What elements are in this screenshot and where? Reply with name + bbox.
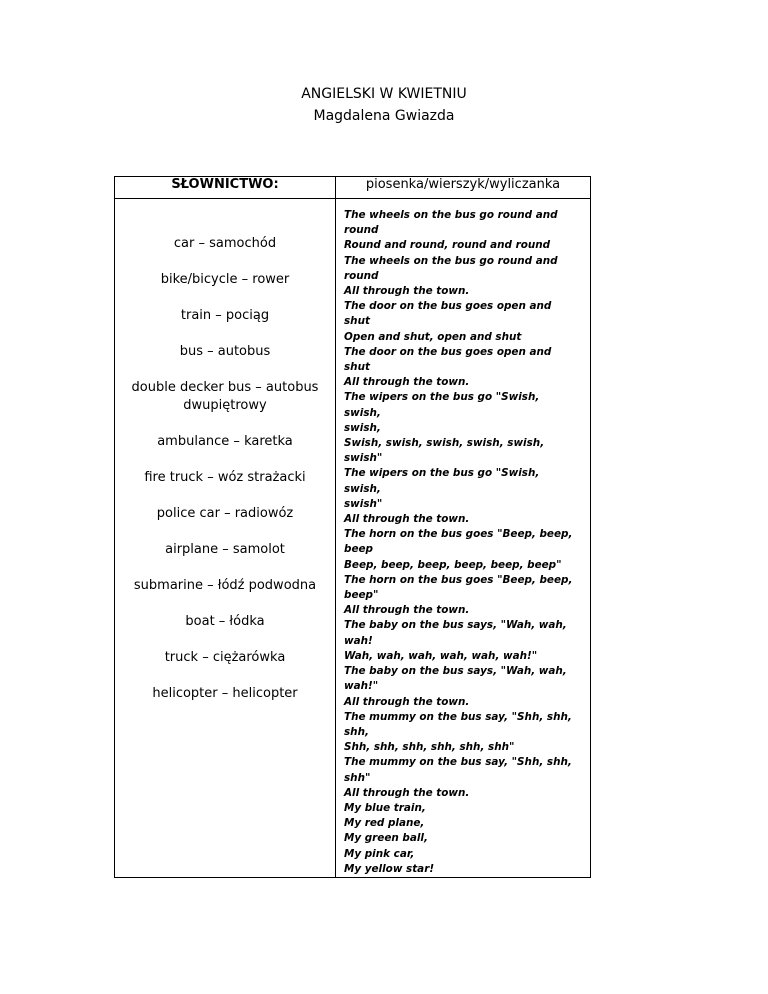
song-line: The door on the bus goes open and shut: [344, 345, 552, 374]
song-line: The baby on the bus says, "Wah, wah,: [344, 665, 567, 678]
poem-verse: [344, 801, 578, 877]
song-line: The wipers on the bus go "Swish, swish,: [344, 467, 540, 495]
song-line: wah!": [344, 680, 379, 693]
vocabulary-item: truck – ciężarówka: [164, 650, 286, 665]
song-line: The baby on the bus says, "Wah, wah,: [344, 619, 567, 632]
table-body-row: [115, 199, 591, 878]
vocabulary-list: [115, 199, 335, 703]
song-cell: [336, 199, 591, 878]
song-line: The mummy on the bus say, "Shh, shh,: [344, 710, 572, 723]
vocabulary-item: police car – radiowóz: [156, 506, 294, 521]
author-name: Magdalena Gwiazda: [313, 108, 455, 124]
song-line: All through the town.: [344, 285, 470, 298]
song-line: swish,: [344, 421, 381, 434]
content-table: [114, 176, 591, 878]
page-title: ANGIELSKI W KWIETNIU: [301, 86, 467, 102]
poem-line: My pink car,: [344, 847, 415, 860]
poem-line: My yellow star!: [344, 862, 435, 875]
vocabulary-item: airplane – samolot: [165, 542, 285, 557]
song-line: All through the town.: [344, 786, 470, 799]
song-line: Swish, swish, swish, swish, swish, swish": [344, 437, 545, 465]
song-line: Shh, shh, shh, shh, shh, shh": [344, 741, 515, 754]
song-line: shh,: [344, 725, 369, 738]
vocabulary-item: boat – łódka: [185, 614, 265, 629]
poem-line: My blue train,: [344, 801, 426, 814]
vocabulary-item: car – samochód: [173, 236, 277, 251]
song-header: piosenka/wierszyk/wyliczanka: [336, 177, 591, 199]
vocabulary-item: submarine – łódź podwodna: [133, 578, 317, 593]
song-line: The door on the bus goes open and shut: [344, 300, 552, 328]
song-lyrics: [336, 199, 590, 877]
song-line: shh": [344, 771, 371, 784]
song-verse: [344, 208, 578, 801]
song-line: swish": [344, 497, 383, 510]
song-line: All through the town.: [344, 604, 470, 617]
song-line: Wah, wah, wah, wah, wah, wah!": [344, 649, 538, 662]
song-line: wah!: [344, 634, 373, 647]
song-line: Beep, beep, beep, beep, beep, beep": [344, 558, 562, 571]
song-line: The wheels on the bus go round and round: [344, 209, 558, 237]
song-line: beep": [344, 589, 379, 602]
song-line: All through the town.: [344, 376, 470, 389]
vocabulary-item: bus – autobus: [179, 344, 271, 359]
song-line: Open and shut, open and shut: [344, 330, 522, 343]
vocabulary-item: bike/bicycle – rower: [160, 272, 290, 287]
vocabulary-item: double decker bus – autobus dwupiętrowy: [131, 380, 319, 413]
song-line: The wipers on the bus go "Swish, swish,: [344, 391, 540, 419]
vocabulary-item: helicopter – helicopter: [152, 686, 298, 701]
song-line: All through the town.: [344, 695, 470, 708]
song-line: Round and round, round and round: [344, 239, 551, 252]
song-line: The horn on the bus goes "Beep, beep,: [344, 573, 573, 586]
song-line: The mummy on the bus say, "Shh, shh,: [344, 756, 572, 769]
vocabulary-item: ambulance – karetka: [157, 434, 293, 449]
song-line: The horn on the bus goes "Beep, beep,: [344, 528, 573, 541]
table-header-row: [115, 177, 591, 199]
vocabulary-cell: [115, 199, 336, 878]
poem-line: My red plane,: [344, 817, 425, 830]
song-line: All through the town.: [344, 513, 470, 526]
vocabulary-item: fire truck – wóz strażacki: [144, 470, 306, 485]
vocabulary-header: SŁOWNICTWO:: [115, 177, 336, 199]
vocabulary-item: train – pociąg: [180, 308, 270, 323]
poem-line: My green ball,: [344, 832, 428, 845]
song-line: The wheels on the bus go round and round: [344, 254, 558, 282]
song-line: beep: [344, 543, 373, 556]
